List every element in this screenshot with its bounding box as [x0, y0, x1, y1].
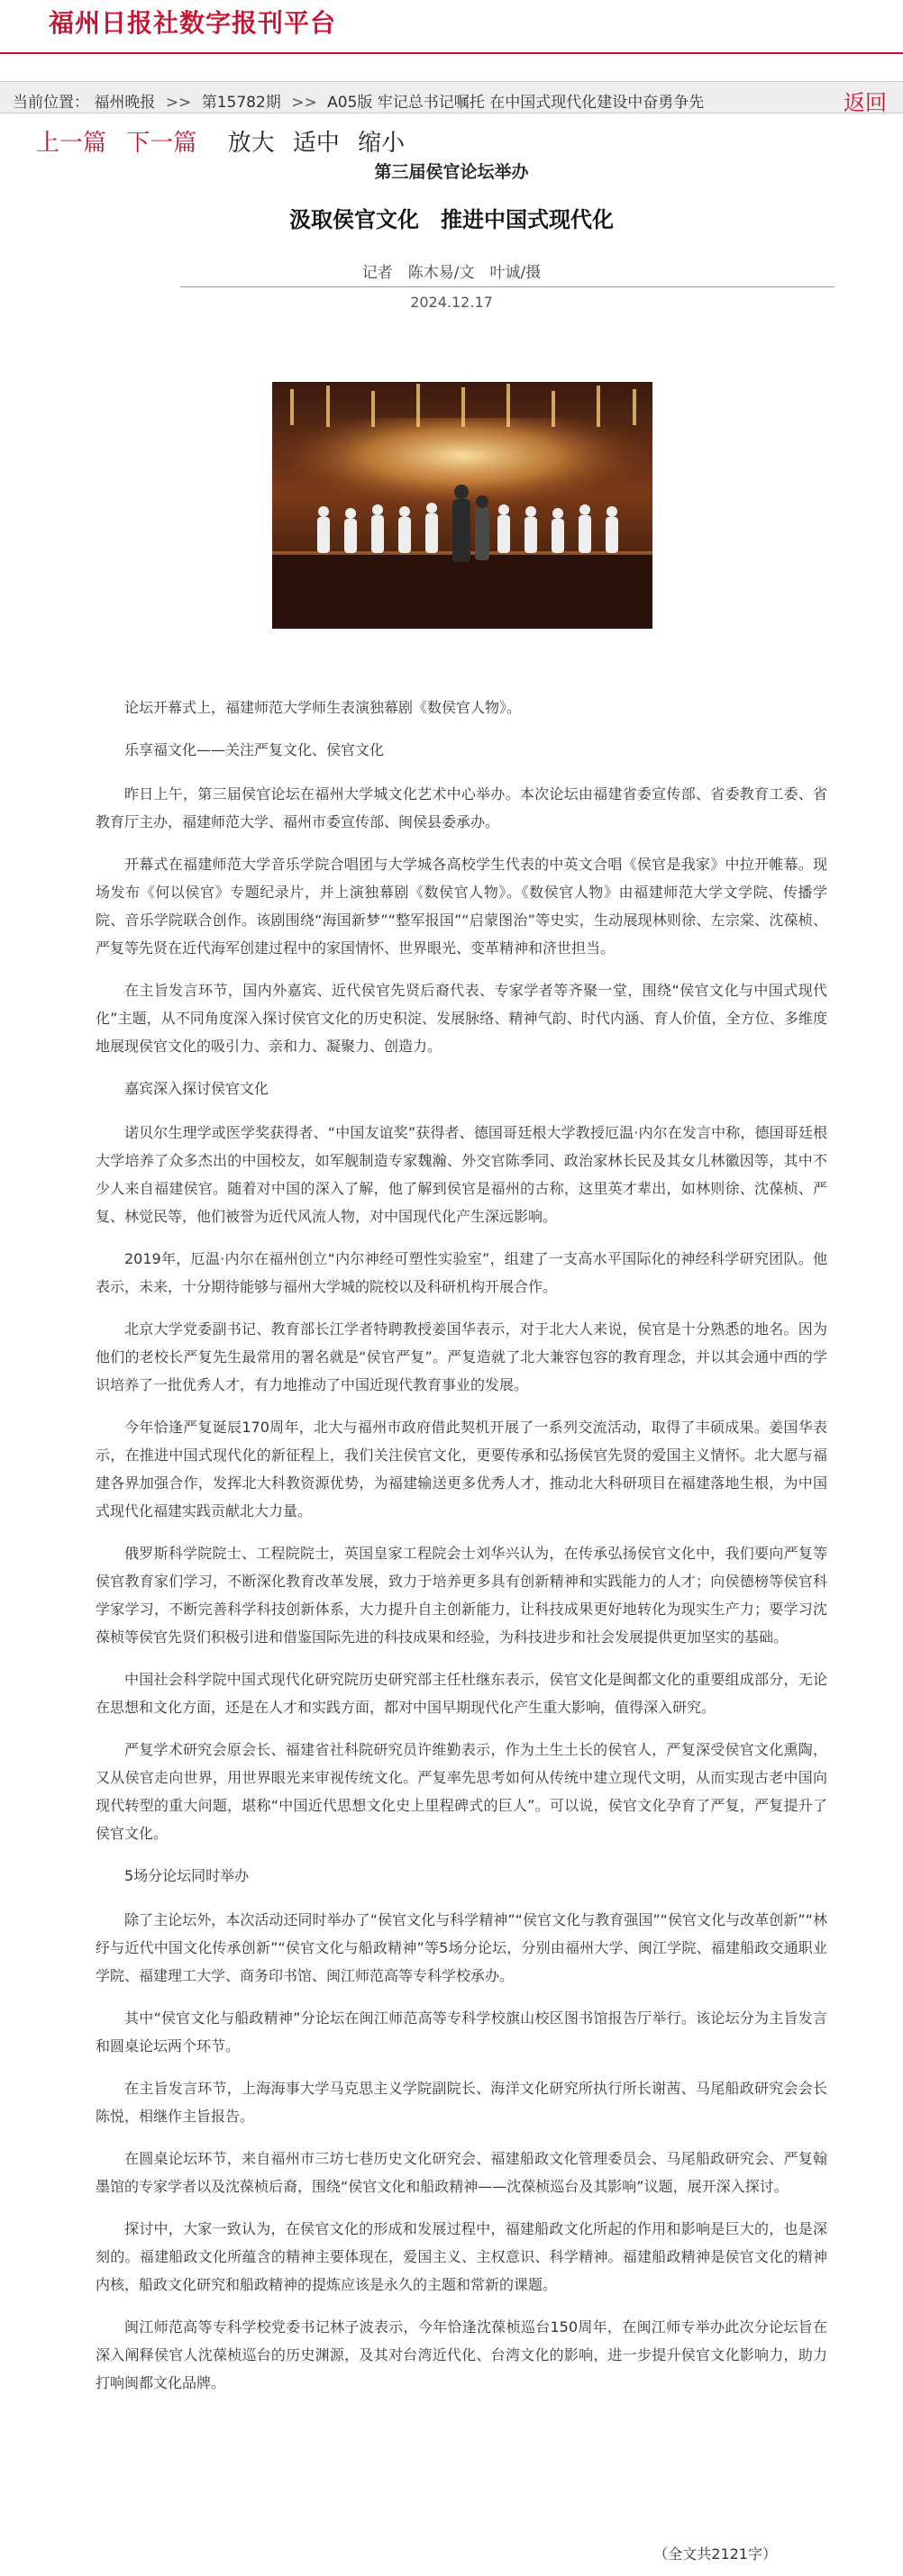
breadcrumb-item-page[interactable]: A05版 牢记总书记嘱托 在中国式现代化建设中奋勇争先: [327, 94, 705, 112]
article-date: 2024.12.17: [410, 294, 493, 311]
article-headline: 汲取侯官文化 推进中国式现代化: [289, 207, 614, 232]
breadcrumb-bar: [0, 81, 903, 113]
zoom-in-button[interactable]: 放大: [227, 130, 275, 157]
breadcrumb-separator: >>: [165, 94, 192, 112]
breadcrumb-prefix: 当前位置：: [13, 94, 89, 112]
paragraph: 探讨中，大家一致认为，在侯官文化的形成和发展过程中，福建船政文化所起的作用和影响是巨大的，也是深刻的。福建船政文化所蕴含的精神主要体现在，爱国主义、主权意识、科学精神。福建船政精神是侯官文化的精神内核，船政文化研究和船政精神的提炼应该是永久的主题和常新的课题。: [96, 2220, 827, 2293]
article-photo: [272, 382, 652, 629]
breadcrumb-separator: >>: [291, 94, 317, 112]
paragraph: 诺贝尔生理学或医学奖获得者、“中国友谊奖”获得者、德国哥廷根大学教授厄温·内尔在发言中称，德国哥廷根大学培养了众多杰出的中国校友，如军舰制造专家魏瀚、外交官陈季同、政治家林长民及其女儿林徽因等，其中不少人来自福建侯官。随着对中国的深入了解，他了解到侯官是福州的古称，这里英才辈出，如林则徐、沈葆桢、严复、林觉民等，他们被誉为近代风流人物，对中国现代化产生深远影响。: [96, 1124, 827, 1225]
paragraph: 在圆桌论坛环节，来自福州市三坊七巷历史文化研究会、福建船政文化管理委员会、马尾船政研究会、严复翰墨馆的专家学者以及沈葆桢后裔，围绕“侯官文化和船政精神——沈葆桢巡台及其影响”议题，展开深入探讨。: [96, 2150, 827, 2195]
paragraph: 中国社会科学院中国式现代化研究院历史研究部主任杜继东表示，侯官文化是闽都文化的重要组成部分，无论在思想和文化方面，还是在人才和实践方面，都对中国早期现代化产生重大影响，值得深入研究。: [96, 1671, 827, 1716]
word-count: （全文共2121字）: [653, 2545, 777, 2562]
prev-article-link[interactable]: 上一篇: [36, 130, 107, 157]
next-article-link[interactable]: 下一篇: [126, 130, 197, 157]
paragraph: 除了主论坛外，本次活动还同时举办了“侯官文化与科学精神”“侯官文化与教育强国”“侯官文化与改革创新”“林纾与近代中国文化传承创新”“侯官文化与船政精神”等5场分论坛，分别由福州大学、闽江学院、福建船政交通职业学院、福建理工大学、商务印书馆、闽江师范高等专科学校承办。: [96, 1911, 827, 1984]
paragraph: 其中“侯官文化与船政精神”分论坛在闽江师范高等专科学校旗山校区图书馆报告厅举行。该论坛分为主旨发言和圆桌论坛两个环节。: [96, 2009, 827, 2054]
stage-performance-image: [272, 382, 652, 629]
paragraph: 北京大学党委副书记、教育部长江学者特聘教授姜国华表示，对于北大人来说，侯官是十分熟悉的地名。因为他们的老校长严复先生最常用的署名就是“侯官严复”。严复造就了北大兼容包容的教育理念，并以其会通中西的学识培养了一批优秀人才，有力地推动了中国近现代教育事业的发展。: [96, 1320, 827, 1393]
paragraph: 严复学术研究会原会长、福建省社科院研究员许维勤表示，作为土生土长的侯官人，严复深受侯官文化熏陶，又从侯官走向世界，用世界眼光来审视传统文化。严复率先思考如何从传统中建立现代文明，从而实现古老中国向现代转型的重大问题，堪称“中国近代思想文化史上里程碑式的巨人”。可以说，侯官文化孕育了严复，严复提升了侯官文化。: [96, 1741, 827, 1842]
back-link[interactable]: 返回: [844, 90, 887, 115]
article-kicker: 第三届侯官论坛举办: [374, 162, 529, 182]
subheading: 5场分论坛同时举办: [124, 1867, 250, 1884]
paragraph: 在主旨发言环节，国内外嘉宾、近代侯官先贤后裔代表、专家学者等齐聚一堂，围绕“侯官文化与中国式现代化”主题，从不同角度深入探讨侯官文化的历史积淀、发展脉络、精神气韵、时代内涵、育人价值，全方位、多维度地展现侯官文化的吸引力、亲和力、凝聚力、创造力。: [96, 982, 827, 1055]
paragraph: 俄罗斯科学院院士、工程院院士，英国皇家工程院会士刘华兴认为，在传承弘扬侯官文化中，我们要向严复等侯官教育家们学习，不断深化教育改革发展，致力于培养更多具有创新精神和实践能力的人才；向侯德榜等侯官科学家学习，不断完善科学科技创新体系，大力提升自主创新能力，让科技成果更好地转化为现实生产力；要学习沈葆桢等侯官先贤们积极引进和借鉴国际先进的科技成果和经验，为科技进步和社会发展提供更加坚实的基础。: [96, 1545, 827, 1646]
paragraph: 开幕式在福建师范大学音乐学院合唱团与大学城各高校学生代表的中英文合唱《侯官是我家》中拉开帷幕。现场发布《何以侯官》专题纪录片，并上演独幕剧《数侯官人物》。《数侯官人物》由福建师范大学文学院、传播学院、音乐学院联合创作。该剧围绕“海国新梦”“整军报国”“启蒙图治”等史实，生动展现林则徐、左宗棠、沈葆桢、严复等先贤在近代海军创建过程中的家国情怀、世界眼光、变革精神和济世担当。: [96, 856, 827, 957]
paragraph: 闽江师范高等专科学校党委书记林子波表示，今年恰逢沈葆桢巡台150周年，在闽江师专举办此次分论坛旨在深入阐释侯官人沈葆桢巡台的历史渊源，及其对台湾近代化、台湾文化的影响，进一步提升侯官文化影响力，助力打响闽都文化品牌。: [96, 2318, 827, 2391]
breadcrumb: [13, 89, 704, 112]
divider: [180, 286, 835, 287]
paragraph: 在主旨发言环节，上海海事大学马克思主义学院副院长、海洋文化研究所执行所长谢茜、马尾船政研究会会长陈悦，相继作主旨报告。: [96, 2080, 827, 2125]
zoom-out-button[interactable]: 缩小: [358, 130, 406, 157]
article-byline: 记者 陈木易/文 叶诚/摄: [361, 264, 542, 282]
article-body: [96, 694, 827, 2411]
zoom-fit-button[interactable]: 适中: [292, 130, 340, 157]
paragraph: 2019年，厄温·内尔在福州创立“内尔神经可塑性实验室”，组建了一支高水平国际化的神经科学研究团队。他表示，未来，十分期待能够与福州大学城的院校以及科研机构开展合作。: [96, 1250, 827, 1295]
subheading: 乐享福文化——关注严复文化、侯官文化: [124, 741, 385, 758]
site-header: [0, 0, 903, 54]
article-nav: [36, 124, 405, 158]
paragraph: 昨日上午，第三届侯官论坛在福州大学城文化艺术中心举办。本次论坛由福建省委宣传部、省委教育工委、省教育厅主办，福建师范大学、福州市委宣传部、闽侯县委承办。: [96, 785, 827, 830]
subheading: 嘉宾深入探讨侯官文化: [124, 1080, 269, 1097]
breadcrumb-item-paper[interactable]: 福州晚报: [94, 94, 156, 112]
paragraph: 论坛开幕式上，福建师范大学师生表演独幕剧《数侯官人物》。: [124, 699, 522, 716]
site-title[interactable]: 福州日报社数字报刊平台: [49, 8, 337, 38]
breadcrumb-item-issue[interactable]: 第15782期: [201, 94, 281, 112]
paragraph: 今年恰逢严复诞辰170周年，北大与福州市政府借此契机开展了一系列交流活动，取得了丰硕成果。姜国华表示，在推进中国式现代化的新征程上，我们关注侯官文化，更要传承和弘扬侯官先贤的爱国主义情怀。北大愿与福建各界加强合作，发挥北大科教资源优势，为福建输送更多优秀人才，推动北大科研项目在福建落地生根，为中国式现代化福建实践贡献北大力量。: [96, 1419, 827, 1519]
